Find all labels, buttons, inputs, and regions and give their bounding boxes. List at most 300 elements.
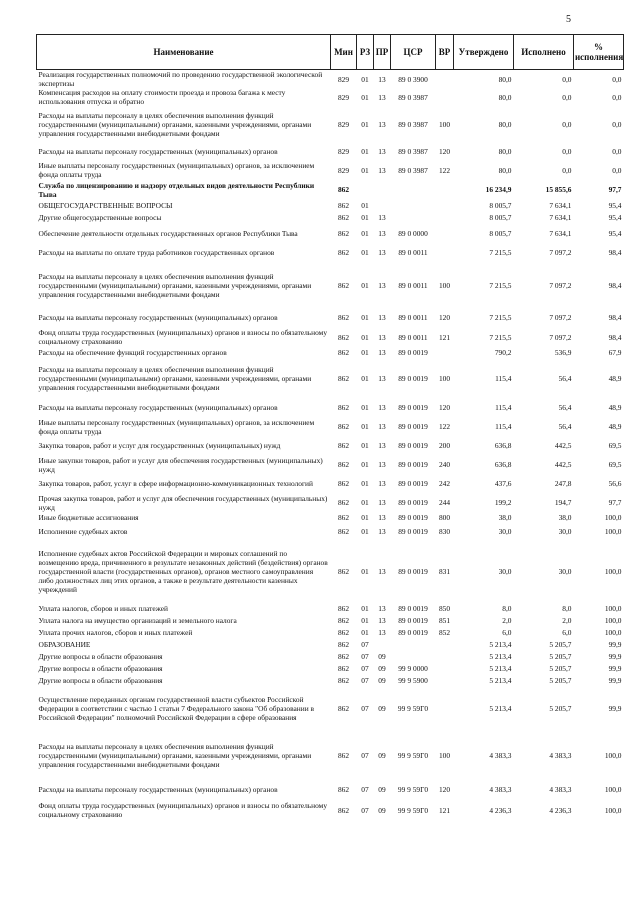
cell-rz: 01 — [361, 603, 369, 613]
cell-name: Закупка товаров, работ, услуг в сфере информационно-коммуникационных технологий — [38, 479, 313, 488]
cell-approved: 80,0 — [498, 146, 512, 156]
table-row — [37, 180, 624, 199]
cell-vr — [436, 674, 454, 686]
cell-pct: 0,0 — [612, 74, 622, 84]
cell-approved: 115,4 — [495, 422, 512, 431]
cell-executed: 7 097,2 — [549, 313, 572, 322]
cell-min: 829 — [337, 146, 350, 156]
cell-approved: 7 215,5 — [489, 248, 512, 257]
cell-pct: 98,4 — [608, 280, 622, 290]
cell-rz: 01 — [361, 460, 369, 469]
cell-csr: 99 9 59Г0 — [397, 704, 429, 713]
cell-executed: 0,0 — [562, 119, 572, 129]
cell-rz: 01 — [361, 498, 369, 507]
table-row — [37, 650, 624, 662]
cell-approved: 80,0 — [498, 165, 512, 175]
cell-csr: 89 0 0019 — [398, 479, 428, 488]
cell-name: Иные закупки товаров, работ и услуг для обеспечения государственных (муниципальных) нужд — [38, 455, 323, 474]
header-csr: ЦСР — [391, 35, 436, 70]
cell-rz: 07 — [361, 675, 369, 685]
cell-vr: 200 — [438, 441, 451, 450]
cell-name: Осуществление переданных органам государственной власти субъектов Российской Федерации в соответствии с частью 1 статьи 7 Федерального закона "Об образовании в Российской Федерации" полномочий Российской Федерации в сфере образования — [38, 695, 314, 722]
cell-pr: 13 — [378, 212, 386, 222]
cell-pct: 99,9 — [608, 663, 622, 673]
cell-approved: 5 213,4 — [489, 675, 512, 685]
cell-approved: 115,4 — [495, 373, 512, 383]
header-min: Мин — [331, 35, 357, 70]
table-row — [37, 614, 624, 626]
cell-rz: 01 — [361, 513, 369, 522]
cell-csr — [391, 638, 436, 650]
cell-name: Расходы на выплаты персоналу в целях обеспечения выполнения функций государственными (муниципальными) органами, казенными учреждениями, органами управления государственными внебюджетными фондами — [38, 741, 312, 769]
cell-rz: 01 — [361, 479, 369, 488]
cell-pct: 100,0 — [604, 566, 622, 576]
cell-csr: 89 0 0019 — [398, 441, 428, 450]
cell-vr — [436, 211, 454, 223]
cell-rz: 07 — [361, 663, 369, 673]
cell-approved: 80,0 — [498, 92, 512, 102]
cell-min: 862 — [337, 603, 350, 613]
cell-name: Иные бюджетные ассигнования — [38, 513, 139, 522]
cell-executed: 7 097,2 — [549, 248, 572, 257]
cell-min: 829 — [337, 165, 350, 175]
cell-name: Расходы на выплаты персоналу государственных (муниципальных) органов — [38, 784, 278, 794]
cell-min: 862 — [337, 704, 350, 713]
cell-name: Другие вопросы в области образования — [38, 675, 163, 685]
cell-approved: 30,0 — [498, 566, 512, 576]
cell-csr: 89 0 0019 — [398, 373, 428, 383]
cell-approved: 5 213,4 — [489, 663, 512, 673]
cell-pct: 69,5 — [608, 441, 622, 450]
cell-name: Расходы на выплаты персоналу государственных (муниципальных) органов — [38, 313, 278, 322]
cell-rz: 07 — [361, 704, 369, 713]
cell-name: Иные выплаты персоналу государственных (муниципальных) органов, за исключением фонда оплаты труда — [38, 161, 315, 179]
table-row — [37, 731, 624, 779]
cell-executed: 5 205,7 — [549, 704, 572, 713]
cell-rz: 07 — [361, 805, 369, 815]
cell-executed: 56,4 — [558, 422, 572, 431]
table-row — [37, 223, 624, 243]
cell-min: 862 — [337, 527, 350, 536]
cell-approved: 38,0 — [498, 513, 512, 522]
cell-vr: 120 — [438, 313, 451, 322]
cell-csr: 89 0 3900 — [398, 74, 428, 84]
cell-pr: 09 — [378, 784, 386, 794]
cell-pct: 99,9 — [608, 651, 622, 661]
cell-name: Расходы на выплаты персоналу государственных (муниципальных) органов — [38, 403, 278, 412]
cell-min: 862 — [337, 200, 350, 210]
cell-min: 862 — [337, 441, 350, 450]
header-approved: Утверждено — [454, 35, 514, 70]
cell-executed: 7 634,1 — [549, 212, 572, 222]
cell-approved: 636,8 — [494, 460, 512, 469]
cell-executed: 56,4 — [558, 373, 572, 383]
cell-vr — [436, 347, 454, 358]
cell-approved: 30,0 — [498, 527, 512, 536]
table-row — [37, 243, 624, 262]
table-row — [37, 602, 624, 614]
cell-pr: 09 — [378, 663, 386, 673]
cell-name: ОБРАЗОВАНИЕ — [38, 639, 91, 649]
cell-approved: 80,0 — [498, 119, 512, 129]
cell-csr: 89 0 0019 — [398, 498, 428, 507]
cell-rz: 01 — [361, 313, 369, 322]
table-row — [37, 199, 624, 211]
cell-pr: 13 — [378, 460, 386, 469]
cell-vr — [436, 686, 454, 731]
cell-executed: 7 634,1 — [549, 228, 572, 238]
cell-pct: 56,6 — [608, 479, 622, 488]
cell-vr: 240 — [438, 460, 451, 469]
cell-executed: 7 097,2 — [549, 332, 572, 342]
cell-pr: 13 — [378, 498, 386, 507]
cell-pr: 13 — [378, 373, 386, 383]
page-number: 5 — [566, 14, 571, 25]
cell-executed: 536,9 — [554, 348, 572, 357]
cell-executed: 0,0 — [562, 74, 572, 84]
cell-approved: 4 236,3 — [489, 805, 512, 815]
cell-name: Расходы на выплаты персоналу государственных (муниципальных) органов — [38, 146, 278, 156]
cell-vr: 850 — [438, 603, 451, 613]
header-vr: ВР — [436, 35, 454, 70]
cell-executed: 0,0 — [562, 146, 572, 156]
cell-executed: 38,0 — [558, 513, 572, 522]
cell-approved: 5 213,4 — [489, 704, 512, 713]
cell-min: 862 — [337, 663, 350, 673]
cell-executed: 2,0 — [562, 615, 572, 625]
cell-pr: 13 — [378, 422, 386, 431]
cell-rz: 01 — [361, 92, 369, 102]
cell-pct: 100,0 — [604, 615, 622, 625]
cell-executed: 442,5 — [554, 441, 572, 450]
table-row — [37, 142, 624, 160]
cell-pr: 13 — [378, 92, 386, 102]
table-row — [37, 626, 624, 638]
table-row — [37, 638, 624, 650]
cell-executed: 7 634,1 — [549, 200, 572, 210]
cell-csr: 99 9 0000 — [398, 663, 428, 673]
cell-pct: 48,9 — [608, 422, 622, 431]
cell-min: 829 — [337, 74, 350, 84]
cell-pct: 69,5 — [608, 460, 622, 469]
cell-vr: 121 — [438, 332, 451, 342]
cell-min: 862 — [337, 651, 350, 661]
cell-min: 862 — [337, 403, 350, 412]
cell-pr: 13 — [378, 165, 386, 175]
table-row — [37, 493, 624, 512]
cell-pct: 95,4 — [608, 228, 622, 238]
cell-pr: 09 — [378, 704, 386, 713]
cell-rz: 01 — [361, 146, 369, 156]
cell-pct: 95,4 — [608, 200, 622, 210]
cell-name: Компенсация расходов на оплату стоимости проезда и провоза багажа к месту использования отпуска и обратно — [38, 88, 286, 106]
cell-min: 862 — [337, 639, 350, 649]
cell-vr: 830 — [438, 527, 451, 536]
header-rz: РЗ — [357, 35, 374, 70]
cell-pct: 99,9 — [608, 675, 622, 685]
cell-csr: 89 0 0019 — [398, 566, 428, 576]
cell-rz: 01 — [361, 627, 369, 637]
table-row — [37, 799, 624, 821]
cell-approved: 8 005,7 — [489, 212, 512, 222]
cell-min: 862 — [337, 332, 350, 342]
cell-min: 862 — [337, 212, 350, 222]
cell-executed: 4 236,3 — [549, 805, 572, 815]
cell-vr — [436, 638, 454, 650]
table-row — [37, 308, 624, 327]
table-row — [37, 512, 624, 523]
cell-rz: 07 — [361, 750, 369, 760]
cell-min: 862 — [337, 566, 350, 576]
cell-name: Закупка товаров, работ и услуг для государственных (муниципальных) нужд — [38, 441, 281, 450]
cell-vr: 851 — [438, 615, 451, 625]
cell-csr: 89 0 0019 — [398, 603, 428, 613]
cell-pct: 100,0 — [604, 750, 622, 760]
cell-executed: 194,7 — [554, 498, 572, 507]
cell-pr: 09 — [378, 675, 386, 685]
cell-approved: 80,0 — [498, 74, 512, 84]
cell-csr: 89 0 3987 — [398, 165, 428, 175]
cell-pct: 99,9 — [608, 639, 622, 649]
cell-csr: 89 0 3987 — [398, 119, 428, 129]
cell-csr: 89 0 0019 — [398, 527, 428, 536]
cell-approved: 790,2 — [494, 348, 512, 357]
table-row — [37, 262, 624, 308]
cell-rz — [357, 180, 374, 199]
cell-csr: 89 0 0000 — [398, 228, 428, 238]
cell-vr — [436, 223, 454, 243]
cell-vr: 120 — [438, 403, 451, 412]
cell-approved: 8 005,7 — [489, 228, 512, 238]
cell-csr: 89 0 0019 — [398, 422, 428, 431]
cell-csr — [391, 199, 436, 211]
cell-min: 862 — [337, 248, 350, 257]
cell-csr — [391, 180, 436, 199]
cell-min: 862 — [337, 313, 350, 322]
cell-executed: 56,4 — [558, 403, 572, 412]
cell-name: Фонд оплаты труда государственных (муниципальных) органов и взносы по обязательному социальному страхованию — [38, 801, 328, 819]
cell-name: Другие общегосударственные вопросы — [38, 212, 162, 222]
table-row — [37, 674, 624, 686]
cell-name: Обеспечение деятельности отдельных государственных органов Республики Тыва — [38, 228, 298, 238]
cell-csr: 89 0 0011 — [398, 313, 428, 322]
cell-min: 862 — [337, 479, 350, 488]
cell-csr: 89 0 0019 — [398, 627, 428, 637]
cell-approved: 437,6 — [494, 479, 512, 488]
cell-pr: 13 — [378, 527, 386, 536]
cell-pr: 13 — [378, 566, 386, 576]
cell-pct: 100,0 — [604, 784, 622, 794]
cell-pct: 48,9 — [608, 403, 622, 412]
table-row — [37, 106, 624, 142]
cell-pct: 48,9 — [608, 373, 622, 383]
cell-rz: 01 — [361, 280, 369, 290]
cell-min: 862 — [337, 185, 350, 194]
cell-name: Иные выплаты персоналу государственных (муниципальных) органов, за исключением фонда оплаты труда — [38, 417, 315, 436]
cell-vr — [436, 650, 454, 662]
cell-rz: 01 — [361, 566, 369, 576]
cell-vr: 100 — [438, 280, 451, 290]
cell-pct: 99,9 — [608, 704, 622, 713]
cell-csr — [391, 211, 436, 223]
cell-rz: 01 — [361, 74, 369, 84]
table-row — [37, 347, 624, 358]
cell-rz: 01 — [361, 212, 369, 222]
cell-min: 862 — [337, 750, 350, 760]
cell-pct: 0,0 — [612, 119, 622, 129]
cell-name: Другие вопросы в области образования — [38, 651, 163, 661]
table-row — [37, 455, 624, 474]
cell-approved: 4 383,3 — [489, 750, 512, 760]
cell-executed: 6,0 — [562, 627, 572, 637]
cell-pr: 13 — [378, 228, 386, 238]
cell-pct: 98,4 — [608, 332, 622, 342]
cell-rz: 07 — [361, 651, 369, 661]
cell-pr: 13 — [378, 74, 386, 84]
cell-rz: 01 — [361, 119, 369, 129]
table-header — [37, 35, 624, 70]
cell-rz: 07 — [361, 784, 369, 794]
table-row — [37, 523, 624, 540]
cell-executed: 5 205,7 — [549, 651, 572, 661]
budget-table — [36, 34, 624, 821]
cell-csr — [391, 650, 436, 662]
cell-pr: 13 — [378, 119, 386, 129]
cell-approved: 6,0 — [502, 627, 512, 637]
cell-executed: 5 205,7 — [549, 663, 572, 673]
cell-rz: 01 — [361, 228, 369, 238]
cell-min: 829 — [337, 92, 350, 102]
cell-pr: 13 — [378, 513, 386, 522]
cell-approved: 2,0 — [502, 615, 512, 625]
cell-executed: 8,0 — [562, 603, 572, 613]
table-row — [37, 160, 624, 180]
cell-executed: 5 205,7 — [549, 639, 572, 649]
table-row — [37, 211, 624, 223]
table-row — [37, 662, 624, 674]
table-row — [37, 540, 624, 602]
header-name: Наименование — [37, 35, 331, 70]
cell-rz: 01 — [361, 200, 369, 210]
cell-csr: 89 0 0011 — [398, 248, 428, 257]
cell-csr: 89 0 3987 — [398, 146, 428, 156]
cell-min: 862 — [337, 348, 350, 357]
cell-pr — [374, 638, 391, 650]
cell-approved: 4 383,3 — [489, 784, 512, 794]
cell-min: 862 — [337, 615, 350, 625]
cell-min: 862 — [337, 460, 350, 469]
cell-name: Исполнение судебных актов Российской Федерации и мировых соглашений по возмещению вреда, причиненного в результате незаконных действий (бездействия) органов государственной власти (государственных органов), органов местного самоуправления либо должностных лиц этих органов, а также в результате деятельности казенных учреждений — [38, 548, 328, 594]
cell-pct: 100,0 — [604, 513, 622, 522]
cell-min: 862 — [337, 422, 350, 431]
cell-min: 862 — [337, 784, 350, 794]
cell-name: ОБЩЕГОСУДАРСТВЕННЫЕ ВОПРОСЫ — [38, 200, 173, 210]
cell-approved: 8,0 — [502, 603, 512, 613]
cell-approved: 7 215,5 — [489, 313, 512, 322]
cell-vr: 122 — [438, 422, 451, 431]
cell-pct: 97,7 — [608, 185, 622, 194]
cell-name: Другие вопросы в области образования — [38, 663, 163, 673]
cell-min: 862 — [337, 675, 350, 685]
cell-csr: 99 9 59Г0 — [397, 784, 429, 794]
cell-pr — [374, 180, 391, 199]
cell-approved: 636,8 — [494, 441, 512, 450]
cell-rz: 01 — [361, 403, 369, 412]
cell-executed: 5 205,7 — [549, 675, 572, 685]
cell-pr: 09 — [378, 750, 386, 760]
cell-min: 862 — [337, 498, 350, 507]
cell-approved: 199,2 — [494, 498, 512, 507]
table-body — [37, 70, 624, 822]
cell-name: Исполнение судебных актов — [38, 527, 128, 536]
cell-pr: 13 — [378, 627, 386, 637]
header-pct: % исполнения — [574, 35, 624, 70]
cell-min: 862 — [337, 228, 350, 238]
cell-vr — [436, 70, 454, 89]
cell-rz: 01 — [361, 348, 369, 357]
cell-vr: 852 — [438, 627, 451, 637]
cell-name: Служба по лицензированию и надзору отдельных видов деятельности Республики Тыва — [38, 180, 315, 199]
cell-vr: 122 — [438, 165, 451, 175]
cell-name: Уплата прочих налогов, сборов и иных платежей — [38, 627, 193, 637]
cell-vr — [436, 180, 454, 199]
cell-pct: 98,4 — [608, 313, 622, 322]
cell-vr: 244 — [438, 498, 451, 507]
cell-name: Уплата налогов, сборов и иных платежей — [38, 603, 168, 613]
cell-name: Прочая закупка товаров, работ и услуг для обеспечения государственных (муниципальных) нужд — [38, 493, 328, 512]
cell-pr: 13 — [378, 403, 386, 412]
cell-name: Расходы на выплаты по оплате труда работников государственных органов — [38, 248, 275, 257]
cell-name: Реализация государственных полномочий по проведению государственной экологической экспертизы — [38, 70, 323, 88]
cell-pct: 100,0 — [604, 805, 622, 815]
cell-executed: 30,0 — [558, 527, 572, 536]
cell-executed: 30,0 — [558, 566, 572, 576]
cell-rz: 01 — [361, 373, 369, 383]
cell-pr: 13 — [378, 479, 386, 488]
table-row — [37, 70, 624, 89]
cell-pr: 09 — [378, 651, 386, 661]
cell-vr: 120 — [438, 784, 451, 794]
cell-rz: 01 — [361, 441, 369, 450]
cell-pr: 13 — [378, 280, 386, 290]
cell-name: Расходы на выплаты персоналу в целях обеспечения выполнения функций государственными (муниципальными) органами, казенными учреждениями, органами управления государственными внебюджетными фондами — [38, 364, 312, 392]
cell-vr: 831 — [438, 566, 451, 576]
cell-pct: 100,0 — [604, 527, 622, 536]
cell-pr: 13 — [378, 248, 386, 257]
cell-pr: 09 — [378, 805, 386, 815]
table-row — [37, 358, 624, 398]
cell-approved: 8 005,7 — [489, 200, 512, 210]
cell-min: 862 — [337, 627, 350, 637]
cell-executed: 7 097,2 — [549, 280, 572, 290]
cell-vr — [436, 88, 454, 106]
cell-vr: 100 — [438, 373, 451, 383]
cell-rz: 01 — [361, 248, 369, 257]
cell-executed: 15 855,6 — [545, 185, 572, 194]
table-row — [37, 88, 624, 106]
cell-min: 862 — [337, 513, 350, 522]
cell-min: 829 — [337, 119, 350, 129]
table-row — [37, 686, 624, 731]
cell-csr: 99 9 5900 — [398, 675, 428, 685]
cell-min: 862 — [337, 280, 350, 290]
cell-vr: 120 — [438, 146, 451, 156]
cell-csr: 99 9 59Г0 — [397, 750, 429, 760]
cell-pr: 13 — [378, 313, 386, 322]
cell-vr: 242 — [438, 479, 451, 488]
cell-csr: 89 0 0019 — [398, 348, 428, 357]
cell-rz: 07 — [361, 639, 369, 649]
